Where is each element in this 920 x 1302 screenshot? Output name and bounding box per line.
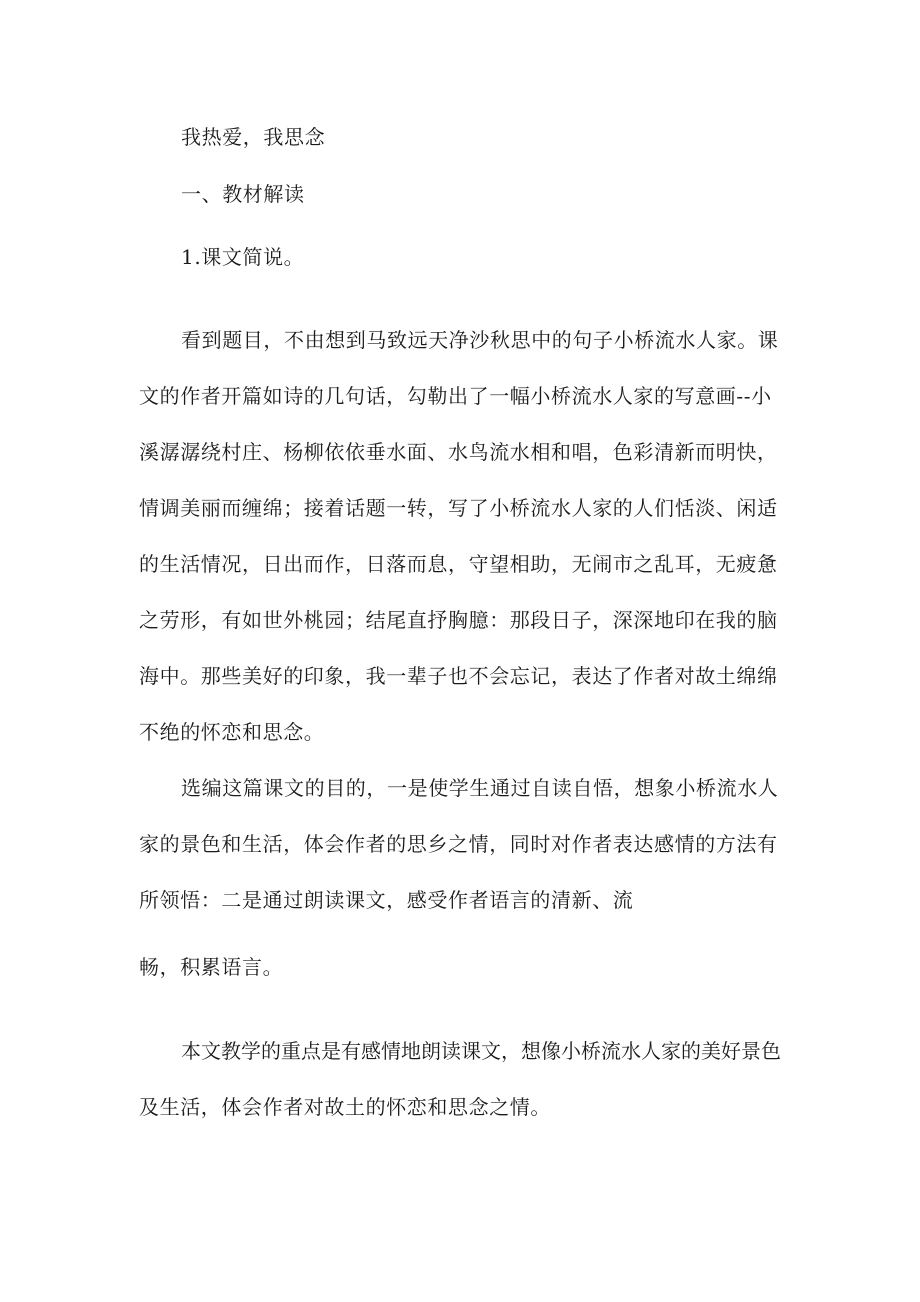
paragraph-1-line-1: 看到题目，不由想到马致远天净沙秋思中的句子小桥流水人家。课 — [181, 328, 779, 352]
paragraph-1-line-2: 文的作者开篇如诗的几句话，勾勒出了一幅小桥流水人家的写意画--小 — [139, 384, 772, 408]
paragraph-3-line-2: 及生活，体会作者对故土的怀恋和思念之情。 — [139, 1095, 551, 1119]
paragraph-2-line-2: 家的景色和生活，体会作者的思乡之情，同时对作者表达感情的方法有 — [139, 832, 778, 856]
paragraph-1-line-7: 海中。那些美好的印象，我一辈子也不会忘记，表达了作者对故土绵绵 — [139, 664, 778, 688]
paragraph-1-line-6: 之劳形，有如世外桃园；结尾直抒胸臆：那段日子，深深地印在我的脑 — [139, 608, 778, 632]
paragraph-2-line-3: 所领悟：二是通过朗读课文，感受作者语言的清新、流 — [139, 888, 634, 912]
paragraph-3-line-1: 本文教学的重点是有感情地朗读课文，想像小桥流水人家的美好景色 — [181, 1039, 781, 1063]
document-title: 我热爱，我思念 — [181, 125, 326, 149]
paragraph-1-line-3: 溪潺潺绕村庄、杨柳依依垂水面、水鸟流水相和唱，色彩清新而明快， — [139, 440, 778, 464]
subsection-heading: 1.课文简说。 — [181, 245, 305, 269]
paragraph-1-line-5: 的生活情况，日出而作，日落而息，守望相助，无闹市之乱耳，无疲惫 — [139, 552, 778, 576]
paragraph-2-line-1: 选编这篇课文的目的，一是使学生通过自读自悟，想象小桥流水人 — [181, 776, 779, 800]
paragraph-1-line-8: 不绝的怀恋和思念。 — [139, 720, 325, 744]
section-heading: 一、教材解读 — [181, 182, 305, 206]
paragraph-2-line-4: 畅，积累语言。 — [139, 955, 284, 979]
paragraph-1-line-4: 情调美丽而缠绵；接着话题一转，写了小桥流水人家的人们恬淡、闲适 — [139, 496, 778, 520]
